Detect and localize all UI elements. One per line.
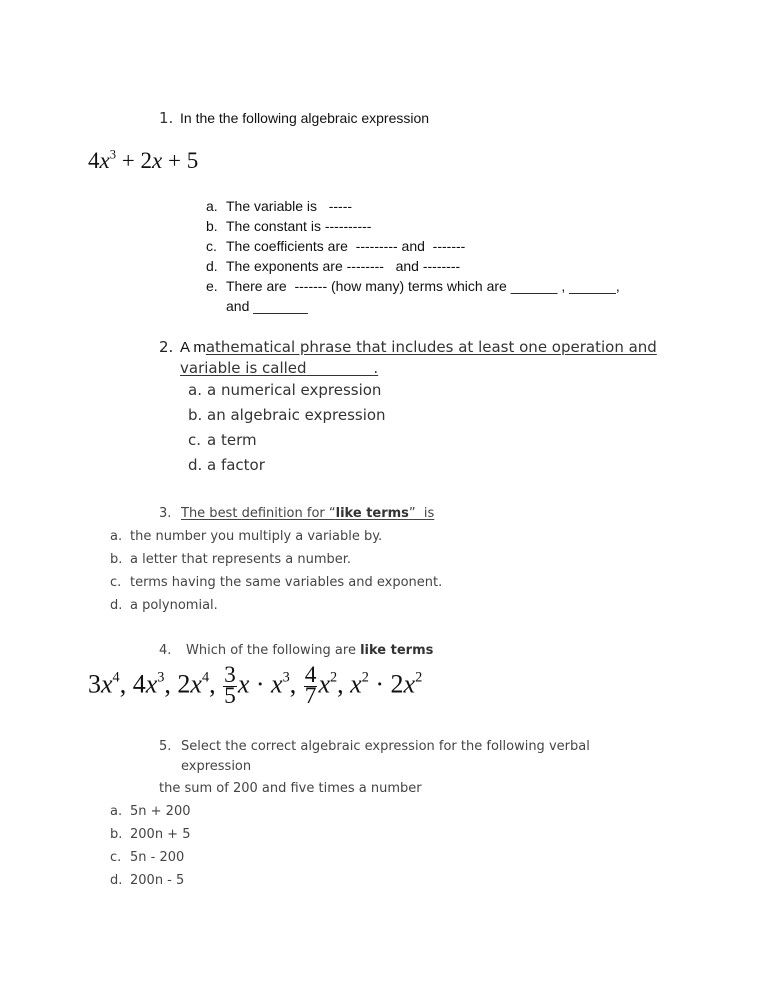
q4-number: 4.	[159, 643, 172, 658]
q1-item-a: The variable is -----	[226, 198, 353, 214]
fraction-4-7: $\frac{4}{7}$	[304, 662, 317, 709]
q2-line2: variable is called .	[180, 359, 379, 377]
q1-item-e-continued: and _______	[226, 298, 308, 314]
q5-number: 5.	[159, 739, 172, 754]
q5-verbal-phrase: the sum of 200 and five times a number	[159, 781, 422, 796]
q1-item-c: The coefficients are --------- and -------	[226, 238, 466, 254]
q3-option-c: terms having the same variables and exponent.	[130, 575, 443, 590]
q2-option-d: a factor	[207, 456, 265, 474]
q2-option-letter: b.	[188, 406, 203, 424]
q2-option-letter: d.	[188, 456, 203, 474]
q1-item-letter: e.	[206, 278, 218, 294]
q2-option-letter: a.	[188, 381, 202, 399]
q1-item-b: The constant is ----------	[226, 218, 372, 234]
q3-option-b: a letter that represents a number.	[130, 552, 352, 567]
q3-number: 3.	[159, 506, 172, 521]
q5-option-letter: b.	[110, 827, 123, 842]
q3-option-d: a polynomial.	[130, 598, 218, 613]
q1-number: 1.	[159, 109, 174, 127]
q3-option-letter: d.	[110, 598, 123, 613]
q1-item-letter: c.	[206, 238, 217, 254]
q1-item-e: There are ------- (how many) terms which are ______ , ______,	[226, 278, 620, 294]
q2-option-a: a numerical expression	[207, 381, 382, 399]
q2-option-c: a term	[207, 431, 257, 449]
q2-option-letter: c.	[188, 431, 202, 449]
q5-option-b: 200n + 5	[130, 827, 191, 842]
q3-option-a: the number you multiply a variable by.	[130, 529, 383, 544]
q1-item-letter: a.	[206, 198, 218, 214]
q5-option-d: 200n - 5	[130, 873, 185, 888]
q3-option-letter: a.	[110, 529, 123, 544]
q2-number: 2.	[159, 338, 174, 356]
q1-expression: $4x^3 + 2x + 5$	[88, 147, 199, 173]
q5-text-line2: expression	[181, 759, 252, 774]
q5-option-c: 5n - 200	[130, 850, 185, 865]
q1-item-letter: b.	[206, 218, 218, 234]
q5-option-a: 5n + 200	[130, 804, 191, 819]
q2-option-b: an algebraic expression	[207, 406, 386, 424]
q2-answer-blank	[307, 359, 374, 377]
q3-option-letter: c.	[110, 575, 122, 590]
q1-item-d: The exponents are -------- and --------	[226, 258, 461, 274]
q5-text-line1: Select the correct algebraic expression for the following verbal	[181, 739, 590, 754]
q3-text: The best definition for “like terms” is	[181, 506, 435, 521]
q1-text: In the the following algebraic expression	[180, 110, 430, 126]
q2-line1: A mathematical phrase that includes at least one operation and	[180, 338, 657, 356]
q4-expression: $3x^4$, $4x^3$, $2x^4$, $\frac{3}{5}$ $x \cdot x^3$, $\frac{4}{7}$ $x^2$, $x^2 \cdot 2x^2$	[88, 662, 423, 709]
q5-option-letter: a.	[110, 804, 123, 819]
q4-text: Which of the following are like terms	[186, 643, 434, 658]
q5-option-letter: c.	[110, 850, 122, 865]
q5-option-letter: d.	[110, 873, 123, 888]
fraction-3-5: $\frac{3}{5}$	[224, 662, 236, 709]
q3-option-letter: b.	[110, 552, 123, 567]
q1-item-letter: d.	[206, 258, 218, 274]
